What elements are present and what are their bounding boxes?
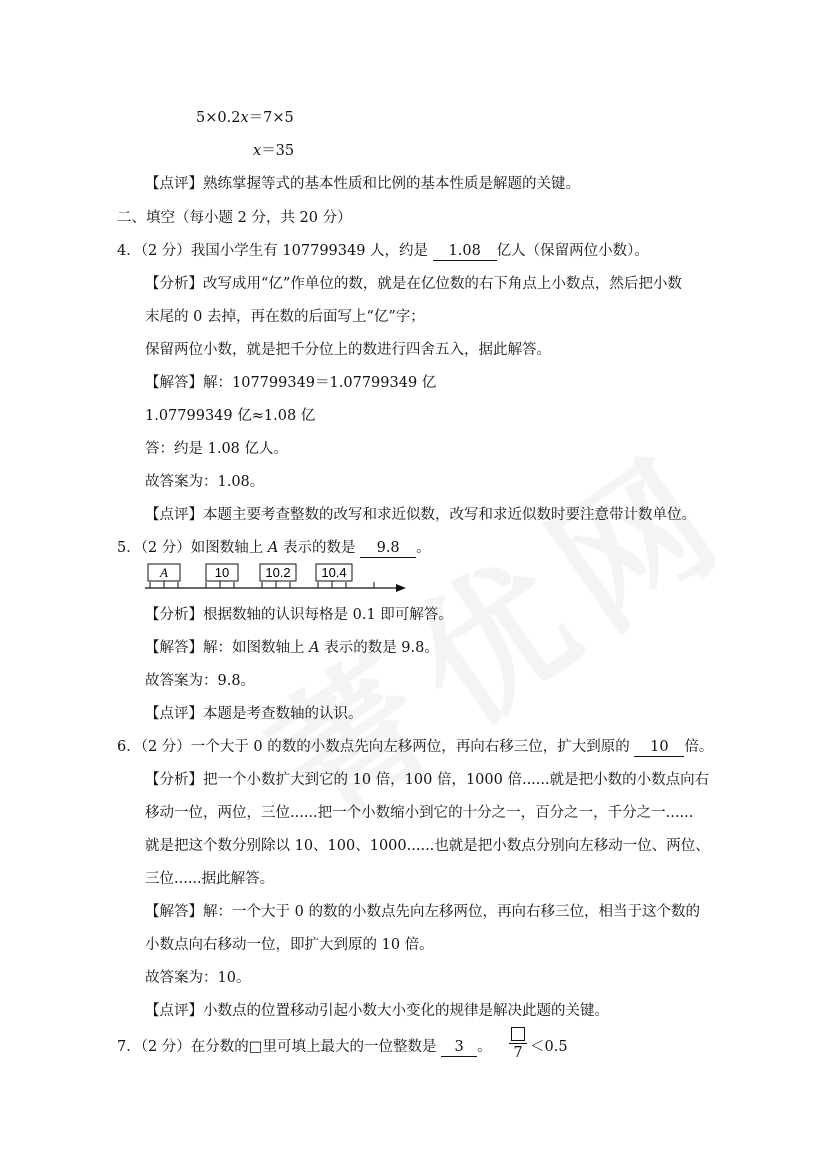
q4-analysis-1: 【分析】改写成用“亿”作单位的数，就是在亿位数的右下角点上小数点，然后把小数 [145,276,682,292]
q4-prefix: 4．（2 分）我国小学生有 107799349 人，约是 [117,243,429,259]
label-box-10-2 [260,564,296,588]
q5-suffix: 。 [416,540,431,556]
eq1-left: 5×0.2 [196,110,241,126]
q6-solution-1: 【解答】解：一个大于 0 的数的小数点先向左移两位，再向右移三位，相当于这个数的 [145,904,700,920]
q4-analysis-2: 末尾的 0 去掉，再在数的后面写上“亿”字； [145,309,425,325]
q6-comment: 【点评】小数点的位置移动引起小数大小变化的规律是解决此题的关键。 [145,1003,609,1019]
eq2-right: ＝35 [261,143,295,159]
equation-line-2 [253,141,294,161]
q6-analysis-4: 三位......据此解答。 [145,871,275,887]
eq2-var: x [253,143,262,159]
q4-comment: 【点评】本题主要考查整数的改写和求近似数，改写和求近似数时要注意带计数单位。 [145,507,696,523]
q5-solution-var: A [309,640,320,656]
q5-solution [145,638,439,658]
q5-mid: 表示的数是 [283,540,356,556]
q6-answer-blank: 10 [634,738,684,757]
q4-answer-blank: 1.08 [433,242,497,261]
svg-text:10.2: 10.2 [265,565,291,580]
q5-question [117,538,431,558]
q6-solution-2: 小数点向右移动一位，即扩大到原的 10 倍。 [145,937,434,953]
q6-analysis-1: 【分析】把一个小数扩大到它的 10 倍，100 倍，1000 倍......就是把小数的小数点向右 [145,772,710,788]
q6-analysis-3: 就是把这个数分别除以 10、100、1000......也就是把小数点分别向左移动一位、两位、 [145,838,710,854]
svg-text:10.4: 10.4 [321,565,347,580]
q6-analysis-2: 移动一位，两位，三位......把一个小数缩小到它的十分之一，百分之一，千分之一...... [145,805,694,821]
label-box-a [148,564,180,588]
q4-solution-1: 【解答】解：107799349＝1.07799349 亿 [145,375,437,391]
q4-suffix: 亿人（保留两位小数）。 [496,243,649,259]
q7-denominator: 7 [513,1045,523,1061]
section-title: 二、填空（每小题 2 分，共 20 分） [117,210,352,226]
watermark [224,393,766,862]
q4-solution-2: 1.07799349 亿≈1.08 亿 [145,408,316,424]
label-box-10 [206,564,238,588]
q6-suffix: 倍。 [684,739,714,755]
eq1-var: x [240,110,249,126]
number-line-figure [140,560,410,596]
q7-inequality: ＜0.5 [530,1039,568,1055]
q6-prefix: 6．（2 分）一个大于 0 的数的小数点先向左移两位，再向右移三位，扩大到原的 [117,739,630,755]
q3-comment: 【点评】熟练掌握等式的基本性质和比例的基本性质是解题的关键。 [145,176,580,192]
q7-suffix: 。 [477,1039,492,1055]
q7-prefix: 7．（2 分）在分数的□里可填上最大的一位整数是 [117,1039,437,1055]
q7-answer-blank: 3 [441,1038,477,1057]
svg-text:A: A [160,565,168,580]
q5-analysis: 【分析】根据数轴的认识每格是 0.1 即可解答。 [145,607,453,623]
q5-solution-pre: 【解答】解：如图数轴上 [145,640,305,656]
q5-final-answer: 故答案为：9.8。 [145,673,256,689]
q6-question [117,737,713,757]
q5-prefix: 5．（2 分）如图数轴上 [117,540,264,556]
q7-question [117,1037,492,1057]
q7-fraction [508,1027,528,1062]
blank-box-icon [511,1027,525,1041]
q5-answer-blank: 9.8 [360,539,416,558]
q4-analysis-3: 保留两位小数，就是把千分位上的数进行四舍五入，据此解答。 [145,342,551,358]
q5-var: A [267,540,279,556]
label-box-10-4 [316,564,352,588]
q4-question [117,241,649,261]
svg-text:10: 10 [214,565,230,580]
q5-comment: 【点评】本题是考查数轴的认识。 [145,706,363,722]
q6-final-answer: 故答案为：10。 [145,970,251,986]
axis-ticks [150,582,374,588]
q4-solution-3: 答：约是 1.08 亿人。 [145,441,289,457]
equation-line-1 [196,108,294,128]
eq1-right: ＝7×5 [248,110,294,126]
q4-final-answer: 故答案为：1.08。 [145,474,265,490]
q5-solution-post: 表示的数是 9.8。 [324,640,439,656]
